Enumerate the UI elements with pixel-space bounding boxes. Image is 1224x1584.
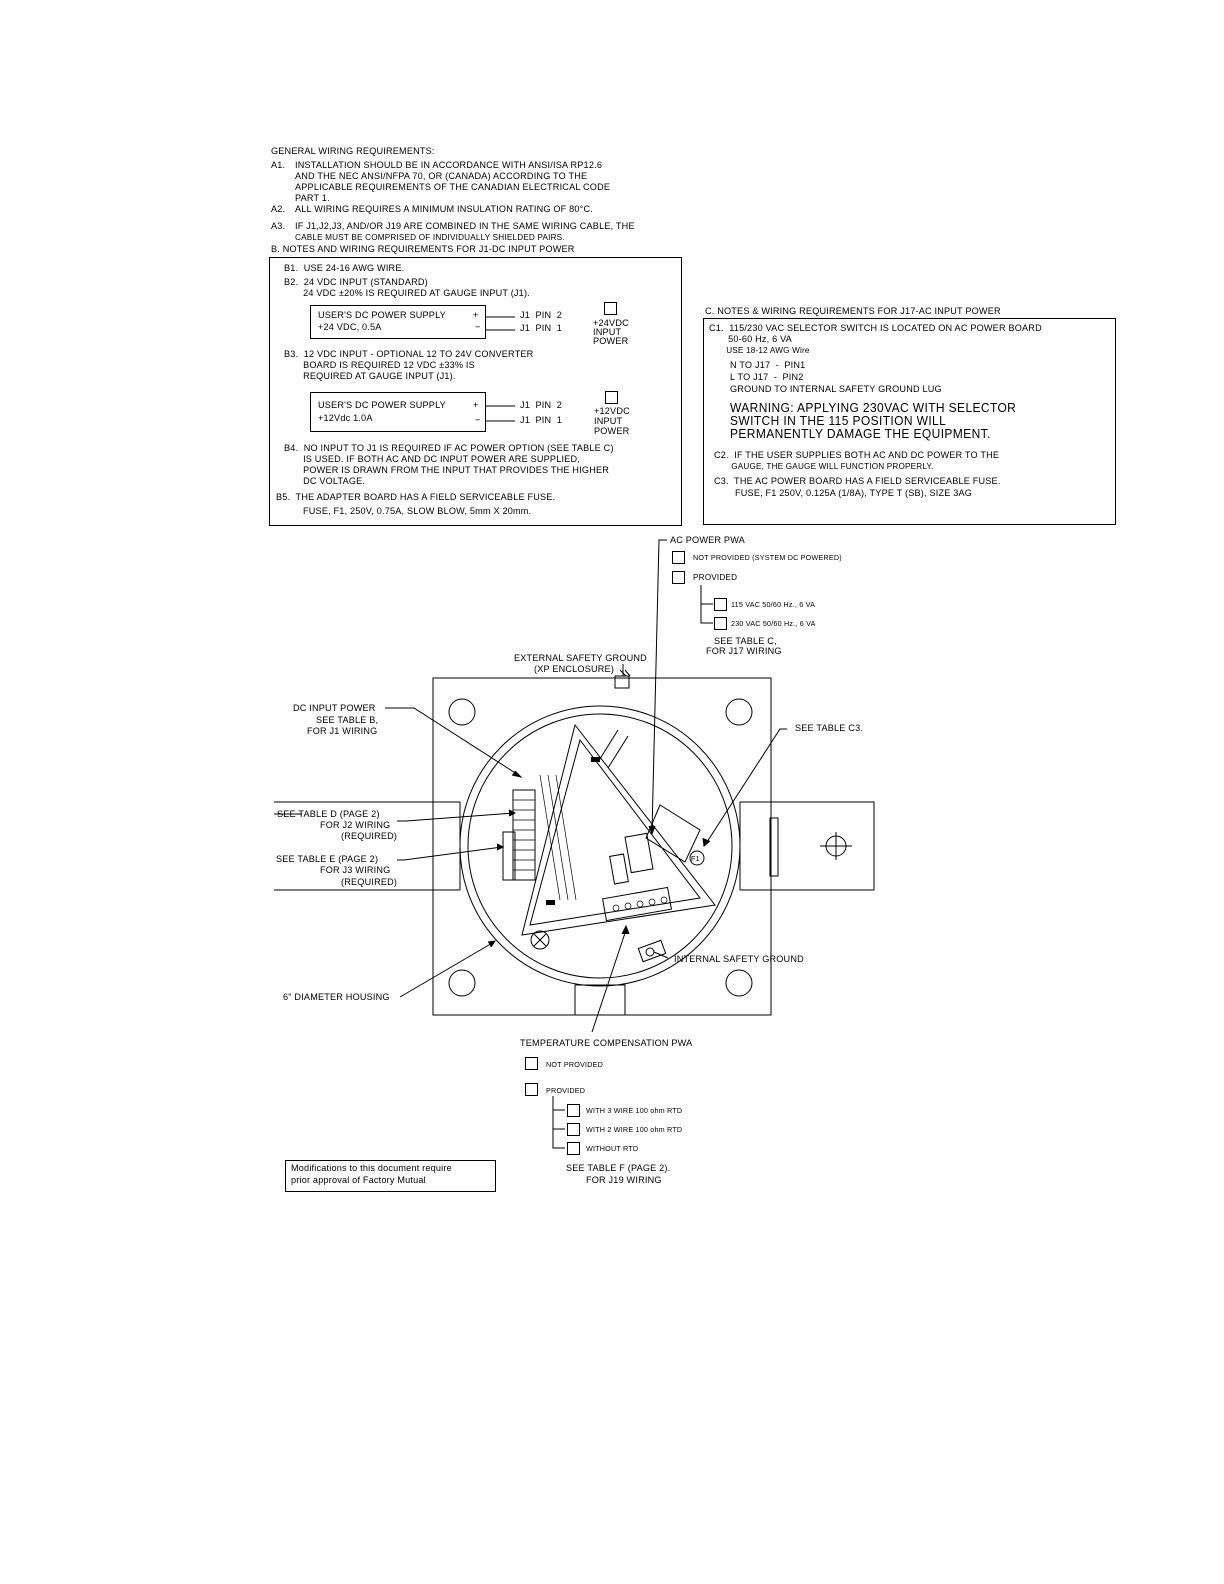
int-ground-label: INTERNAL SAFETY GROUND [674, 954, 804, 965]
note-a1-line: PART 1. [295, 193, 330, 204]
see-c3-label: SEE TABLE C3. [795, 723, 864, 734]
ac-power-title: AC POWER PWA [670, 535, 745, 546]
note-a1-line: APPLICABLE REQUIREMENTS OF THE CANADIAN ELECTRICAL CODE [295, 182, 611, 193]
note-b4-line: DC VOLTAGE. [284, 476, 366, 487]
opt-115vac-label: 115 VAC 50/60 Hz., 6 VA [731, 600, 816, 609]
warning-line: SWITCH IN THE 115 POSITION WILL [730, 414, 947, 428]
note-b2-line: B2. 24 VDC INPUT (STANDARD) [284, 277, 428, 288]
tc-see-table: SEE TABLE F (PAGE 2). [566, 1163, 671, 1174]
j1-pin2-label: J1 PIN 2 [520, 310, 562, 321]
ac-see-table: SEE TABLE C, [714, 636, 777, 647]
opt-230vac-label: 230 VAC 50/60 Hz., 6 VA [731, 619, 816, 628]
j3-callout: FOR J3 WIRING [320, 865, 391, 876]
warning-line: PERMANENTLY DAMAGE THE EQUIPMENT. [730, 427, 991, 441]
label-12vdc: +12VDC [594, 406, 630, 417]
note-c1-line: C1. 115/230 VAC SELECTOR SWITCH IS LOCATED ON AC POWER BOARD [709, 323, 1042, 334]
supply-24v-minus: − [475, 322, 481, 333]
note-a2-number: A2. [271, 204, 286, 215]
dc-input-sub: FOR J1 WIRING [307, 726, 378, 737]
note-b5-fuse: FUSE, F1, 250V, 0.75A, SLOW BLOW, 5mm X 20mm. [303, 506, 532, 517]
table-c-title: C. NOTES & WIRING REQUIREMENTS FOR J17-AC INPUT POWER [705, 306, 1001, 317]
ground-lug-note: GROUND TO INTERNAL SAFETY GROUND LUG [730, 384, 942, 395]
j3-callout: (REQUIRED) [341, 877, 398, 888]
label-12vdc-power: POWER [594, 426, 630, 437]
note-a3-line: CABLE MUST BE COMPRISED OF INDIVIDUALLY SHIELDED PAIRS. [295, 232, 565, 242]
j2-callout: SEE TABLE D (PAGE 2) [277, 809, 380, 820]
ext-ground-label: EXTERNAL SAFETY GROUND [514, 653, 647, 664]
j2-callout: (REQUIRED) [341, 831, 398, 842]
fm-approval-line: prior approval of Factory Mutual [291, 1175, 426, 1186]
note-c1-line: USE 18-12 AWG Wire [709, 345, 810, 355]
note-c2-line: GAUGE, THE GAUGE WILL FUNCTION PROPERLY. [714, 461, 934, 471]
ac-provided-label: PROVIDED [693, 572, 738, 582]
ac-see-table: FOR J17 WIRING [706, 646, 782, 657]
opt-without-rtd-label: WITHOUT RTD [586, 1144, 639, 1153]
tc-see-table: FOR J19 WIRING [586, 1175, 662, 1186]
tc-not-provided-label: NOT PROVIDED [546, 1060, 603, 1069]
note-b4-line: POWER IS DRAWN FROM THE INPUT THAT PROVIDES THE HIGHER [284, 465, 610, 476]
j1-pin2-label: J1 PIN 2 [520, 400, 562, 411]
dc-input-sub: SEE TABLE B, [316, 715, 379, 726]
checkbox-230vac[interactable] [714, 617, 727, 630]
fuse-tag: F1 [691, 854, 700, 863]
supply-12v-minus: − [475, 415, 481, 426]
note-b3-line: REQUIRED AT GAUGE INPUT (J1). [284, 371, 456, 382]
note-c3: C3. THE AC POWER BOARD HAS A FIELD SERVICEABLE FUSE. [714, 476, 1001, 487]
l-to-j17: L TO J17 - PIN2 [730, 372, 804, 383]
n-to-j17: N TO J17 - PIN1 [730, 360, 806, 371]
housing-label: 6" DIAMETER HOUSING [283, 992, 390, 1003]
note-a3-line: IF J1,J2,J3, AND/OR J19 ARE COMBINED IN THE SAME WIRING CABLE, THE [295, 221, 635, 232]
note-c1-line: 50-60 Hz, 6 VA [709, 334, 792, 345]
note-b4-line: B4. NO INPUT TO J1 IS REQUIRED IF AC POWER OPTION (SEE TABLE C) [284, 443, 614, 454]
supply-12v-plus: + [473, 400, 479, 411]
note-a1-line: AND THE NEC ANSI/NFPA 70, OR (CANADA) ACCORDING TO THE [295, 171, 588, 182]
supply-24v-rating: +24 VDC, 0.5A [318, 322, 382, 333]
checkbox-ac-not-provided[interactable] [672, 551, 685, 564]
checkbox-ac-provided[interactable] [672, 571, 685, 584]
ext-ground-sub: (XP ENCLOSURE) [534, 664, 615, 675]
note-b5: B5. THE ADAPTER BOARD HAS A FIELD SERVICEABLE FUSE. [276, 492, 556, 503]
general-title: GENERAL WIRING REQUIREMENTS: [271, 146, 435, 157]
supply-24v-name: USER'S DC POWER SUPPLY [318, 310, 446, 321]
opt-2wire-label: WITH 2 WIRE 100 ohm RTD [586, 1125, 683, 1134]
supply-12v-name: USER'S DC POWER SUPPLY [318, 400, 446, 411]
note-b4-line: IS USED. IF BOTH AC AND DC INPUT POWER ARE SUPPLIED, [284, 454, 580, 465]
j2-callout: FOR J2 WIRING [320, 820, 391, 831]
note-c2-line: C2. IF THE USER SUPPLIES BOTH AC AND DC POWER TO THE [714, 450, 1000, 461]
opt-3wire-label: WITH 3 WIRE 100 ohm RTD [586, 1106, 683, 1115]
note-a3-number: A3. [271, 221, 286, 232]
checkbox-2wire-rtd[interactable] [567, 1123, 580, 1136]
warning-line: WARNING: APPLYING 230VAC WITH SELECTOR [730, 401, 1017, 415]
temp-comp-title: TEMPERATURE COMPENSATION PWA [520, 1038, 693, 1049]
note-c3-fuse: FUSE, F1 250V, 0.125A (1/8A), TYPE T (SB), SIZE 3AG [735, 488, 973, 499]
note-a1-line: INSTALLATION SHOULD BE IN ACCORDANCE WITH ANSI/ISA RP12.6 [295, 160, 603, 171]
label-24vdc-input: INPUT [593, 327, 622, 338]
dc-input-label: DC INPUT POWER [293, 703, 376, 714]
ac-not-provided-label: NOT PROVIDED (SYSTEM DC POWERED) [693, 553, 842, 562]
label-12vdc-input: INPUT [594, 416, 623, 427]
note-b1: B1. USE 24-16 AWG WIRE. [284, 263, 405, 274]
tc-provided-label: PROVIDED [546, 1086, 586, 1095]
checkbox-tc-not-provided[interactable] [525, 1057, 538, 1070]
note-b2-line: 24 VDC ±20% IS REQUIRED AT GAUGE INPUT (J1). [284, 288, 530, 299]
label-24vdc: +24VDC [593, 318, 629, 329]
label-24vdc-power: POWER [593, 336, 629, 347]
checkbox-3wire-rtd[interactable] [567, 1104, 580, 1117]
checkbox-115vac[interactable] [714, 598, 727, 611]
j1-pin1-label: J1 PIN 1 [520, 323, 562, 334]
note-a2: ALL WIRING REQUIRES A MINIMUM INSULATION RATING OF 80°C. [295, 204, 594, 215]
supply-24v-plus: + [473, 310, 479, 321]
j3-callout: SEE TABLE E (PAGE 2) [276, 854, 379, 865]
checkbox-without-rtd[interactable] [567, 1142, 580, 1155]
fm-approval-line: Modifications to this document require [291, 1163, 452, 1174]
checkbox-tc-provided[interactable] [525, 1083, 538, 1096]
note-a1-number: A1. [271, 160, 286, 171]
note-b3-line: BOARD IS REQUIRED 12 VDC ±33% IS [284, 360, 475, 371]
supply-12v-rating: +12Vdc 1.0A [318, 413, 373, 424]
note-b3-line: B3. 12 VDC INPUT - OPTIONAL 12 TO 24V CONVERTER [284, 349, 534, 360]
table-b-title: B. NOTES AND WIRING REQUIREMENTS FOR J1-DC INPUT POWER [271, 244, 575, 255]
j1-pin1-label: J1 PIN 1 [520, 415, 562, 426]
